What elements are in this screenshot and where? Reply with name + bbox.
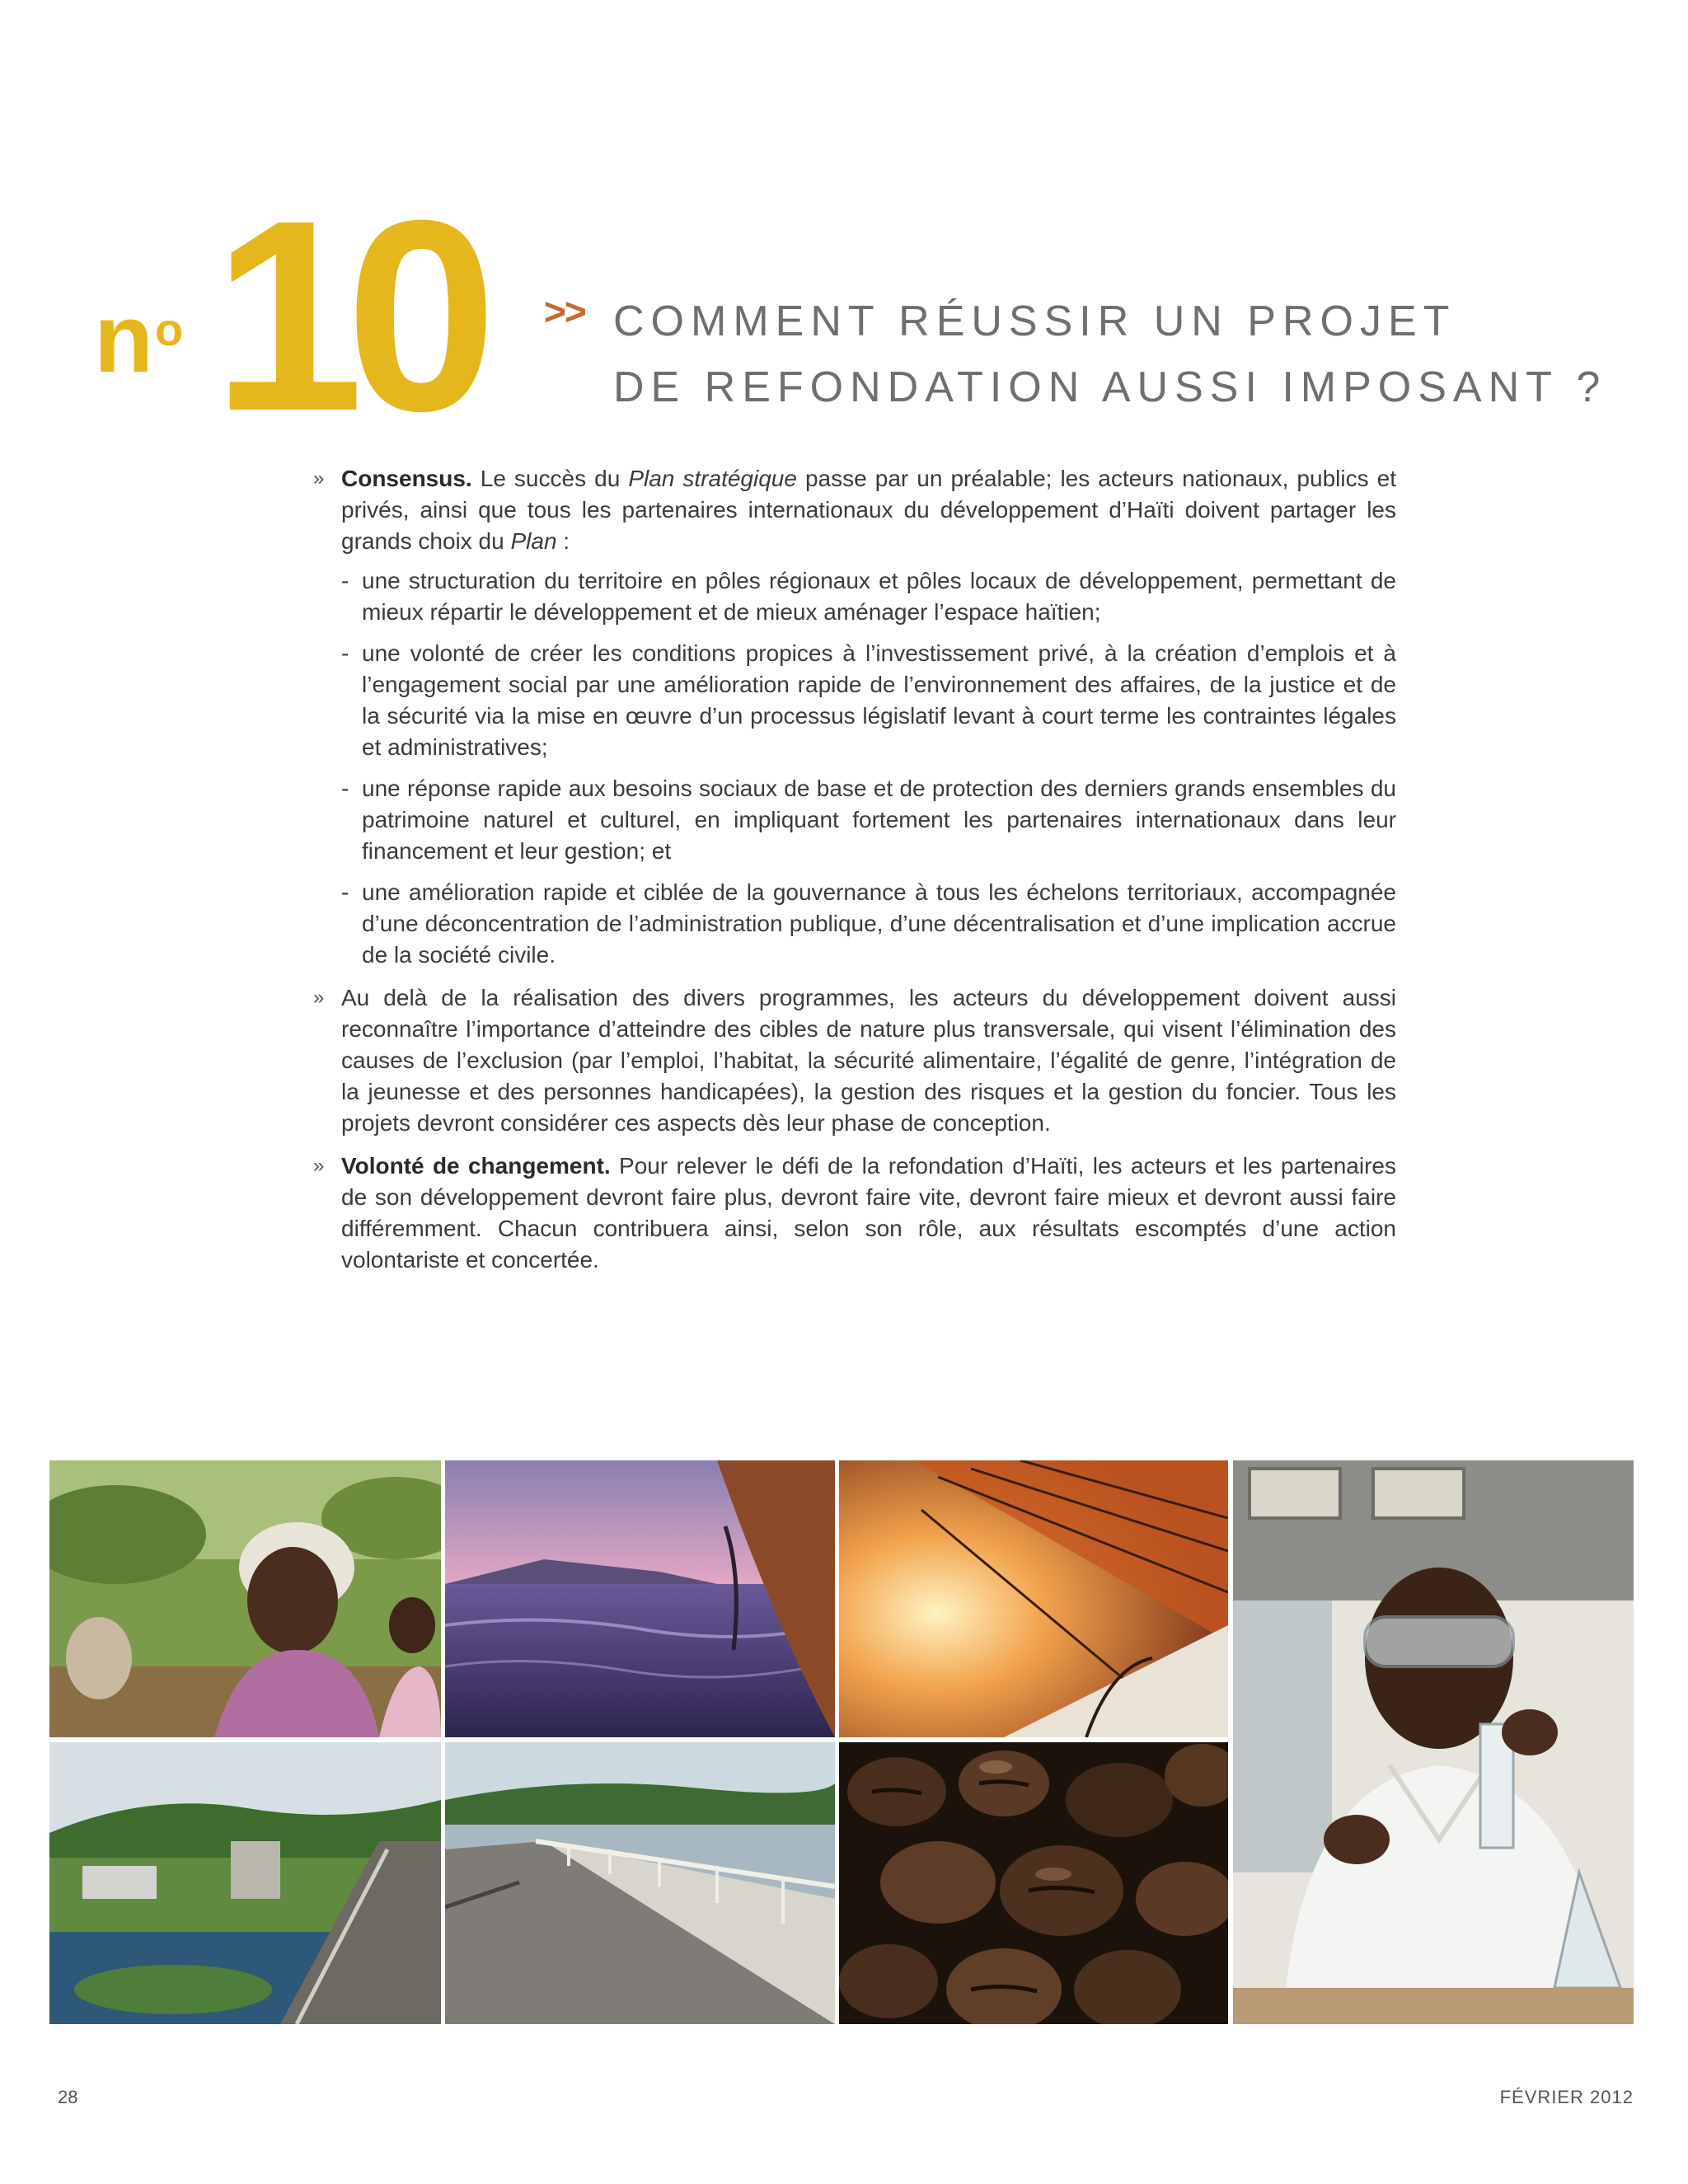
list-item-text: une amélioration rapide et ciblée de la gouvernance à tous les échelons territoriaux, accompagnée d’une déconcentration de l’administration publique, d’une décentralisation et d’une implication accrue de la société civile. bbox=[362, 879, 1396, 968]
body-text bbox=[313, 463, 1396, 1287]
sunset-sail-photo bbox=[839, 1460, 1228, 1737]
bullet-text: Le succès du bbox=[471, 466, 629, 491]
bullet-text: Au delà de la réalisation des divers programmes, les acteurs du développement doivent aussi reconnaître l’importance d’atteindre des cibles de nature plus transversale, qui visent l’élimination des causes de l’exclusion (par l’emploi, l’habitat, la sécurité alimentaire, l’égalité de genre, l’intégration de la jeunesse et des personnes handicapées), la gestion des risques et la gestion du foncier. Tous les projets devront considérer ces aspects dès leur phase de conception. bbox=[341, 985, 1396, 1136]
bullet-consensus bbox=[313, 463, 1396, 971]
photo-grid bbox=[49, 1460, 1634, 2024]
bridge-photo bbox=[445, 1742, 835, 2024]
dash-mark: - bbox=[341, 568, 349, 593]
dash-mark: - bbox=[341, 879, 349, 905]
dam-photo bbox=[49, 1742, 441, 2024]
lab-scientist-photo bbox=[1233, 1460, 1634, 2024]
bullet-lead: Consensus. bbox=[341, 466, 472, 491]
number-prefix: n bbox=[94, 284, 154, 393]
list-item bbox=[313, 773, 1396, 867]
publication-date: FÉVRIER 2012 bbox=[1499, 2087, 1634, 2107]
list-item-text: une volonté de créer les conditions propices à l’investissement privé, à la création d’emplois et à l’engagement social par une amélioration rapide de l’environnement des affaires, de la justice et de la sécurité via la mise en œuvre d’un processus législatif levant à court terme les contraintes légales et administratives; bbox=[362, 640, 1396, 760]
bullet-mark: » bbox=[313, 987, 325, 1009]
coffee-beans-photo bbox=[839, 1742, 1228, 2024]
list-item-text: une structuration du territoire en pôles régionaux et pôles locaux de développement, permettant de mieux répartir le développement et de mieux aménager l’espace haïtien; bbox=[362, 568, 1396, 625]
list-item-text: une réponse rapide aux besoins sociaux de base et de protection des derniers grands ensembles du patrimoine naturel et culturel, en impliquant fortement les partenaires internationaux dans leur financement et leur gestion; et bbox=[362, 776, 1396, 864]
bullet-italic: Plan stratégique bbox=[628, 466, 797, 491]
list-item bbox=[313, 638, 1396, 763]
bullet-mark: » bbox=[313, 1155, 325, 1177]
bullet-text: passe par un préalable; les acteurs nationaux, publics et privés, ainsi que tous les partenaires internationaux du développement d’Haïti doivent partager les grands choix du bbox=[341, 466, 1396, 554]
dash-mark: - bbox=[341, 640, 349, 666]
sub-list bbox=[341, 565, 1396, 971]
number-superscript: o bbox=[155, 303, 184, 355]
list-item bbox=[313, 565, 1396, 628]
bullet-transversal bbox=[313, 982, 1396, 1139]
bullet-text: : bbox=[556, 528, 570, 554]
list-item bbox=[313, 877, 1396, 971]
chevron-icon: >> bbox=[544, 290, 585, 333]
bullet-change bbox=[313, 1151, 1396, 1276]
section-number: 10 bbox=[213, 163, 480, 467]
dash-mark: - bbox=[341, 776, 349, 801]
section-title-line2: DE REFONDATION AUSSI IMPOSANT ? bbox=[613, 363, 1607, 411]
bullet-text: Pour relever le défi de la refondation d’Haïti, les acteurs et les partenaires de son développement devront faire plus, devront faire vite, devront faire mieux et devront aussi faire différemment. Chacun contribuera ainsi, selon son rôle, aux résultats escomptés d’une action volontariste et concertée. bbox=[341, 1153, 1396, 1272]
section-title-line1: COMMENT RÉUSSIR UN PROJET bbox=[613, 298, 1456, 345]
bullet-lead: Volonté de changement. bbox=[341, 1153, 611, 1179]
page-number: 28 bbox=[58, 2087, 78, 2107]
women-farmers-photo bbox=[49, 1460, 441, 1737]
section-title bbox=[613, 288, 1606, 420]
sea-sail-photo bbox=[445, 1460, 835, 1737]
bullet-italic: Plan bbox=[510, 528, 557, 554]
bullet-mark: » bbox=[313, 467, 325, 490]
